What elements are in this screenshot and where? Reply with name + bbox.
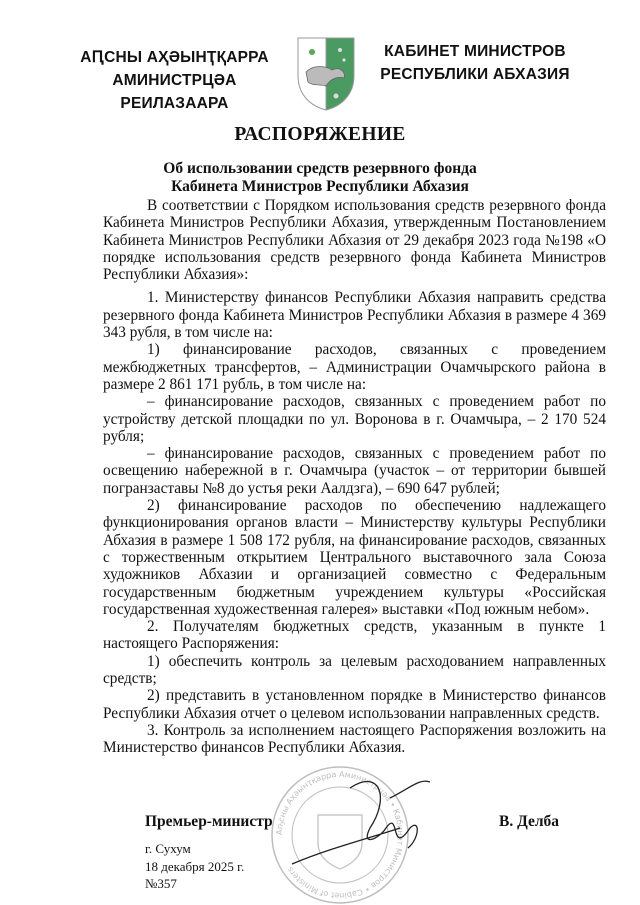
paragraph-preamble: В соответствии с Порядком использования средств резервного фонда Кабинета Министров Республики Абхазия, утвержденным Постановлением Кабинета Министров Республики Абхазия от 29 декабря 2023 года №198 «О порядке использования средств резервного фонда Кабинета Министров Республики Абхазия»: [103, 197, 606, 284]
subtitle-line1: Об использовании средств резервного фонда [163, 160, 477, 177]
signature [290, 768, 430, 868]
paragraph: 1) финансирование расходов, связанных с проведением межбюджетных трансфертов, – Администрации Очамчырского района в размере 2 861 171 рубль, в том числе на: [103, 341, 606, 393]
document-meta [145, 840, 244, 893]
document-title: РАСПОРЯЖЕНИЕ [234, 124, 406, 145]
paragraph: 2) финансирование расходов по обеспечению надлежащего функционирования органов власти – Министерству культуры Республики Абхазия в размере 1 508 172 рубля, на финансирование расходов, связанных с торжественным открытием Центрального выставочного зала Союза художников Абхазии и организацией совместно с Федеральным государственным бюджетным учреждением культуры «Российская государственная художественная галерея» выставки «Под южным небом». [103, 497, 606, 618]
paragraph: 1) обеспечить контроль за целевым расходованием направленных средств; [103, 652, 606, 688]
header-left-line2: АМИНИСТРЦӘА РЕИЛАЗААРА [112, 72, 237, 112]
header-left [62, 46, 287, 115]
paragraph: 1. Министерству финансов Республики Абхазия направить средства резервного фонда Кабинета Министров Республики Абхазия в размере 4 369 343 рубля, в том числе на: [103, 289, 606, 342]
document-body [103, 197, 606, 757]
header-right [375, 40, 575, 86]
header-right-line1: КАБИНЕТ МИНИСТРОВ [384, 43, 566, 60]
svg-text:Аҧсны Аҳәынҭқарра Аминистрцәа: Аҧсны Аҳәынҭқарра Аминистрцәа • Кабинет Министров • Cabinet of Ministers [274, 769, 406, 901]
paragraph: – финансирование расходов, связанных с проведением работ по освещению набережной в г. Очамчыра (участок – от территории бывшей погранзаставы №8 до устья реки Аалдзга), – 690 647 рублей; [103, 445, 606, 497]
paragraph: 2) представить в установленном порядке в Министерство финансов Республики Абхазия отчет о целевом использовании направленных средств. [103, 687, 606, 722]
paragraph: – финансирование расходов, связанных с проведением работ по устройству детской площадки по ул. Воронова в г. Очамчыра, – 2 170 524 рубля; [103, 393, 606, 445]
paragraph: 2. Получателям бюджетных средств, указанным в пункте 1 настоящего Распоряжения: [103, 618, 606, 653]
signatory-role: Премьер-министр [145, 813, 273, 830]
document-subtitle [0, 160, 640, 196]
paragraph: 3. Контроль за исполнением настоящего Распоряжения возложить на Министерство финансов Республики Абхазия. [103, 721, 606, 757]
coat-of-arms-icon [296, 36, 356, 112]
document-number: №357 [145, 876, 177, 891]
document-date: 18 декабря 2025 г. [145, 858, 245, 874]
subtitle-line2: Кабинета Министров Республики Абхазия [171, 178, 469, 195]
header-right-line2: РЕСПУБЛИКИ АБХАЗИЯ [380, 66, 570, 83]
signatory-name: В. Делба [499, 813, 560, 830]
document-place: г. Сухум [145, 841, 191, 856]
header-left-line1: АԤСНЫ АҲӘЫНҬҚАРРА [80, 49, 269, 66]
